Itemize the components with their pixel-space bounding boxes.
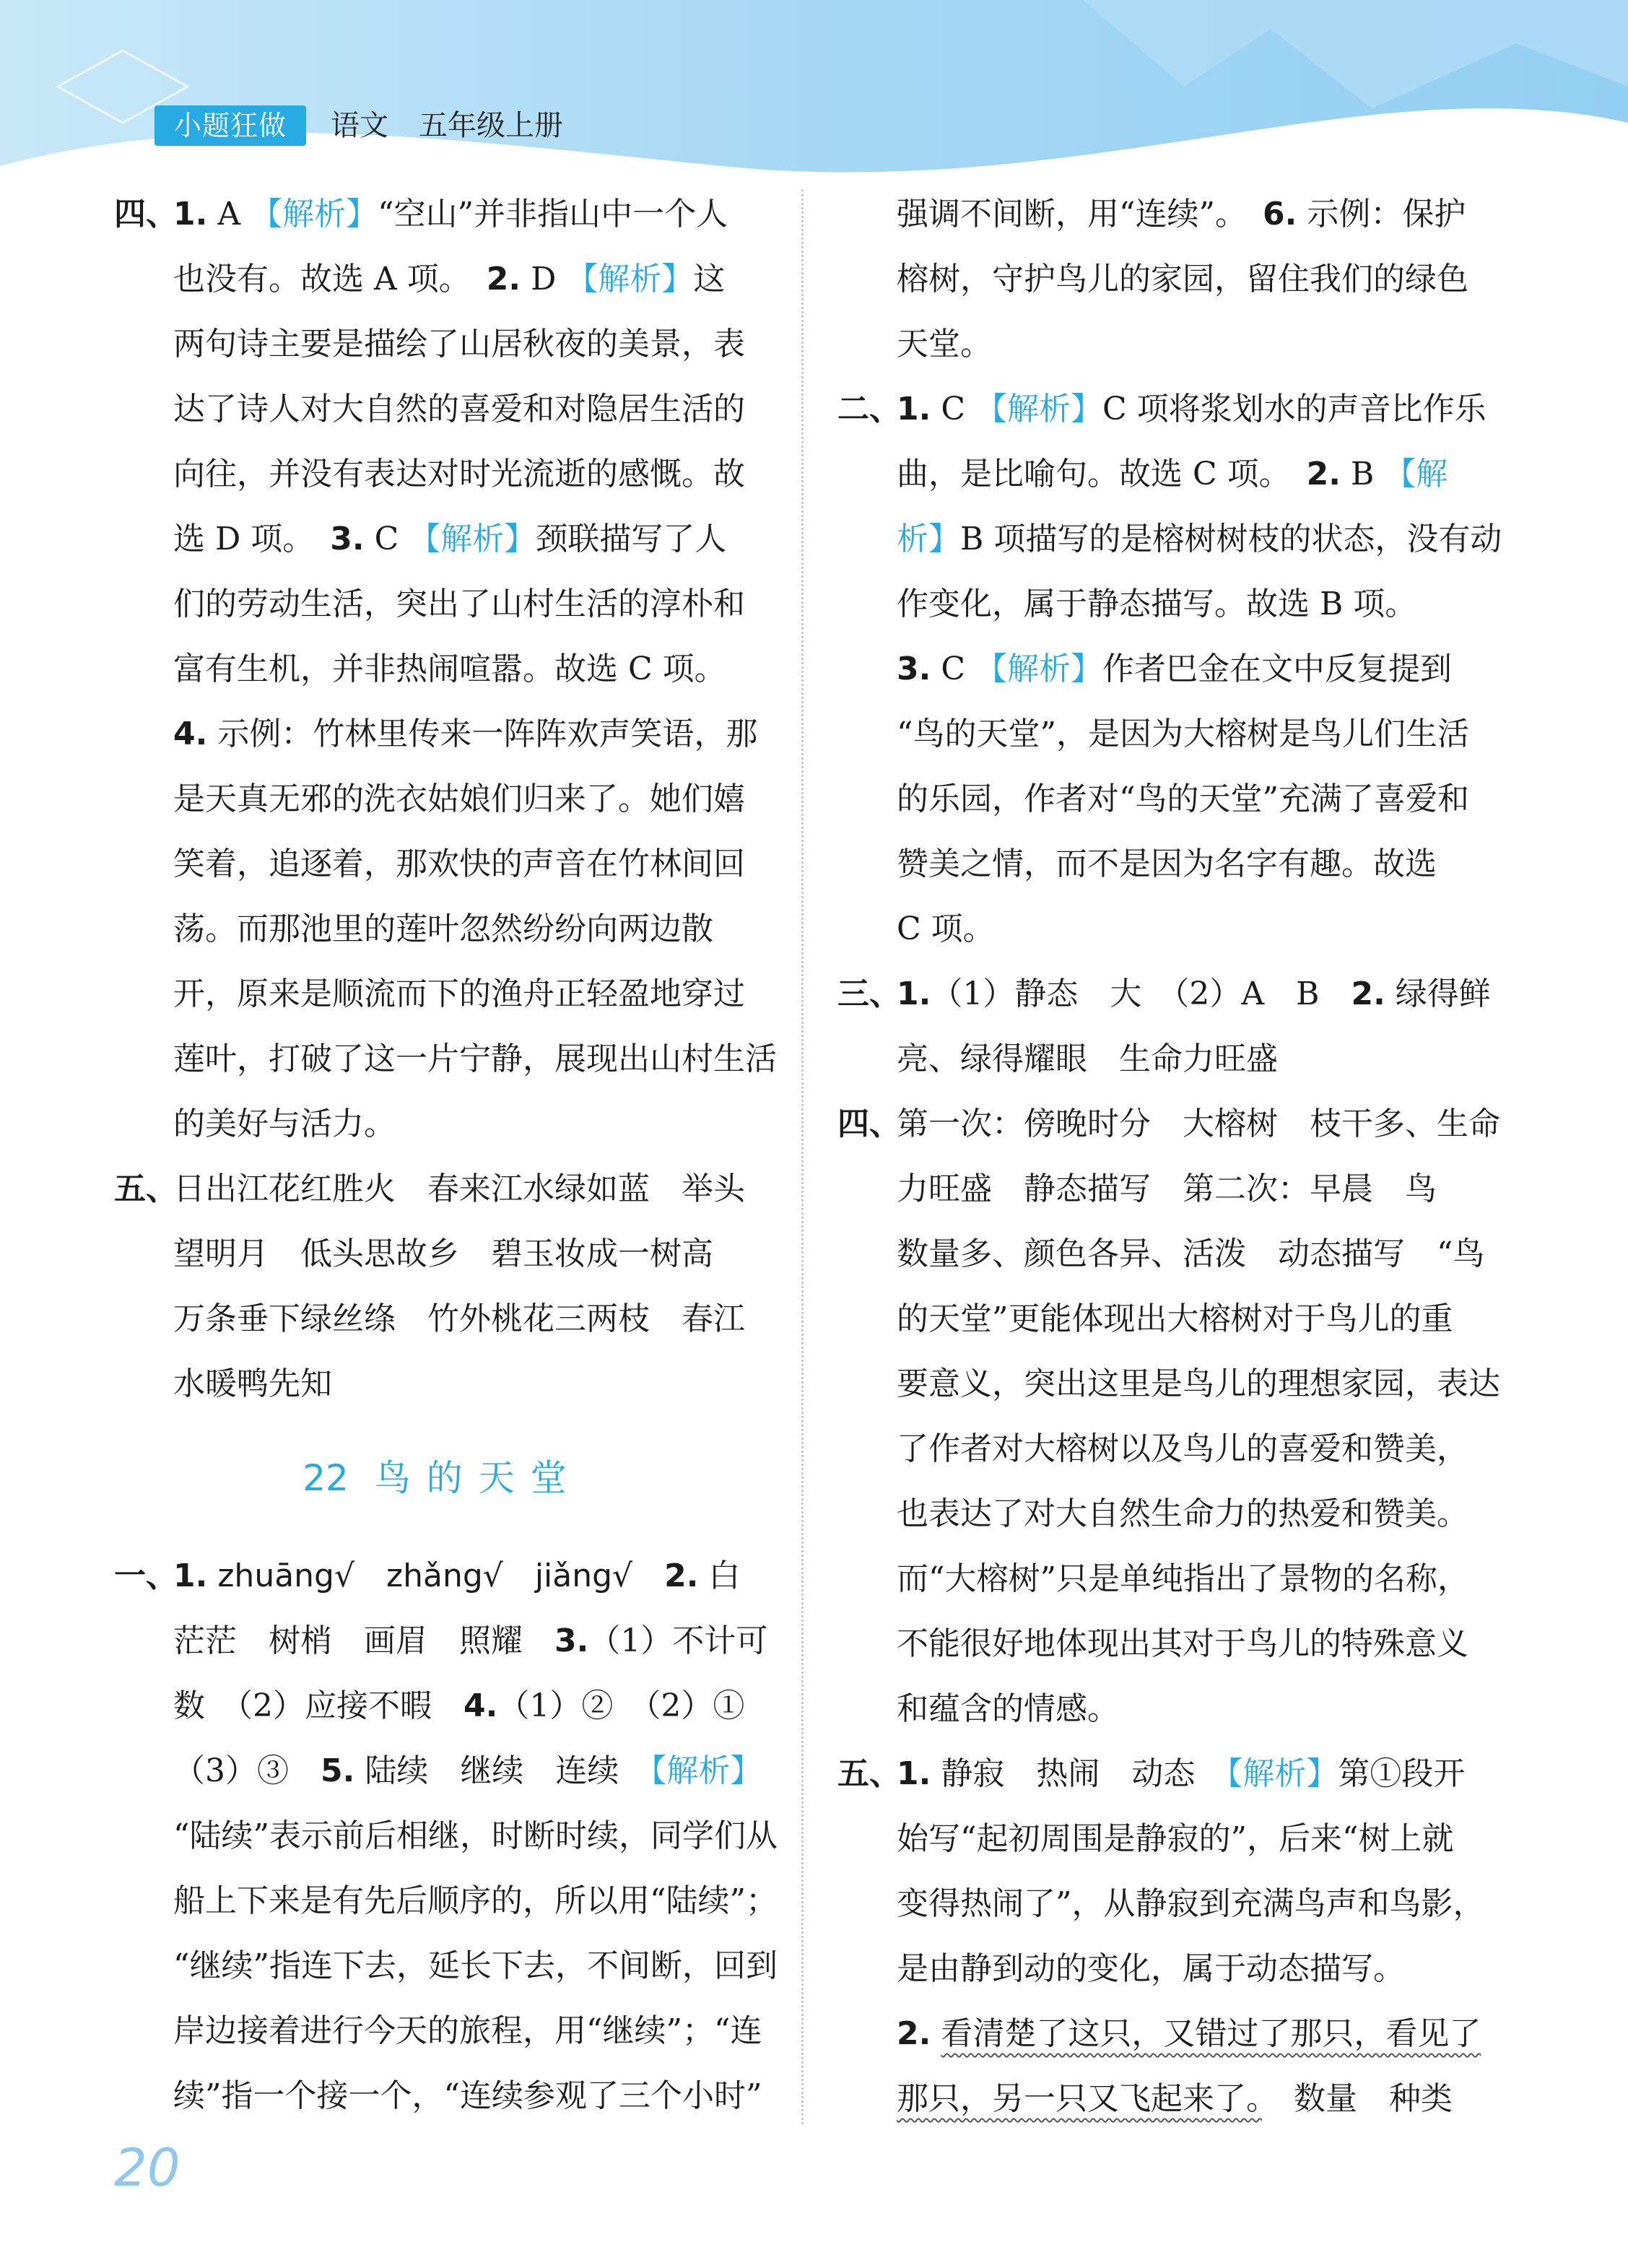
text-line: 曲，是比喻句。故选 C 项。 2. B 【解 xyxy=(897,456,1448,492)
text-line: 的乐园，作者对“鸟的天堂”充满了喜爱和 xyxy=(897,781,1469,817)
right-section-3 xyxy=(837,962,1494,1092)
lesson-number: 22 xyxy=(302,1457,349,1499)
right-section-5 xyxy=(837,1742,1494,2132)
analysis-tag: 【解析】 xyxy=(975,651,1102,687)
text-line: 水暖鸭先知 xyxy=(173,1365,332,1402)
wavy-underlined-answer: 那只，另一只又飞起来了。 xyxy=(897,2080,1262,2117)
section-label: 四、 xyxy=(114,196,178,233)
text-line: 选 D 项。 3. C 【解析】颈联描写了人 xyxy=(173,521,727,557)
text-line: 富有生机，并非热闹喧嚣。故选 C 项。 xyxy=(173,651,726,687)
text-line: 析】B 项描写的是榕树树枝的状态，没有动 xyxy=(897,521,1502,557)
text-line: 两句诗主要是描绘了山居秋夜的美景，表 xyxy=(173,326,745,362)
text-line: 亮、绿得耀眼 生命力旺盛 xyxy=(897,1040,1278,1077)
text-line: 3. C 【解析】作者巴金在文中反复提到 xyxy=(897,651,1452,687)
text-line: 向往，并没有表达对时光流逝的感慨。故 xyxy=(173,456,745,492)
text-line: 的美好与活力。 xyxy=(173,1105,396,1142)
text-line: 不能很好地体现出其对于鸟儿的特殊意义 xyxy=(897,1625,1468,1662)
section-label: 四、 xyxy=(837,1105,901,1142)
text-line: 笑着，追逐着，那欢快的声音在竹林间回 xyxy=(173,846,745,882)
text-line: 变得热闹了”，从静寂到充满鸟声和鸟影， xyxy=(897,1885,1485,1922)
left-column-lower xyxy=(114,1544,778,2129)
text-line: 达了诗人对大自然的喜爱和对隐居生活的 xyxy=(173,391,745,427)
text-line: 也表达了对大自然生命力的热爱和赞美。 xyxy=(897,1495,1468,1532)
text-line: 力旺盛 静态描写 第二次：早晨 鸟 xyxy=(897,1170,1437,1207)
left-column xyxy=(114,182,777,1417)
text-line: （3）③ 5. 陆续 继续 连续 【解析】 xyxy=(173,1752,762,1789)
left-section-1 xyxy=(114,1544,778,2129)
lesson-heading xyxy=(114,1446,771,1511)
left-section-5 xyxy=(114,1157,771,1417)
text-line: 望明月 低头思故乡 碧玉妆成一树高 xyxy=(173,1235,713,1272)
text-line: 赞美之情，而不是因为名字有趣。故选 xyxy=(897,846,1437,882)
text-line: 数 （2）应接不暇 4.（1）② （2）① xyxy=(173,1687,745,1724)
text-line: 数量多、颜色各异、活泼 动态描写 “鸟 xyxy=(897,1235,1485,1272)
text-line: 强调不间断，用“连续”。 6. 示例：保护 xyxy=(897,196,1466,233)
text-line: C 项。 xyxy=(897,911,995,947)
right-section-2 xyxy=(837,377,1502,962)
text-line: 们的劳动生活，突出了山村生活的淳朴和 xyxy=(173,586,745,622)
text-line: 也没有。故选 A 项。 2. D 【解析】这 xyxy=(173,261,726,297)
text-line: “陆续”表示前后相继，时断时续，同学们从 xyxy=(173,1817,778,1854)
section-label: 五、 xyxy=(114,1170,178,1207)
text-line: 那只，另一只又飞起来了。 数量 种类 xyxy=(897,2080,1453,2117)
analysis-tag: 【解析】 xyxy=(1227,1755,1338,1792)
section-label: 三、 xyxy=(837,976,901,1012)
text-line: 要意义，突出这里是鸟儿的理想家园，表达 xyxy=(897,1365,1500,1402)
text-line: 日出江花红胜火 春来江水绿如蓝 举头 xyxy=(173,1170,745,1207)
text-line: 了作者对大榕树以及鸟儿的喜爱和赞美， xyxy=(897,1430,1468,1467)
lesson-title: 鸟的天堂 xyxy=(374,1457,583,1499)
wavy-underlined-answer: 看清楚了这只，又错过了那只，看见了 xyxy=(941,2015,1481,2052)
analysis-tag: 【解析】 xyxy=(650,1752,762,1789)
right-section-4 xyxy=(837,1092,1500,1742)
subject-label: 语文 xyxy=(331,109,388,142)
text-line: 始写“起初周围是静寂的”，后来“树上就 xyxy=(897,1820,1454,1857)
text-line: 岸边接着进行今天的旅程，用“继续”；“连 xyxy=(173,2012,762,2049)
analysis-tag: 【解析】 xyxy=(251,196,378,233)
text-line: 作变化，属于静态描写。故选 B 项。 xyxy=(897,586,1417,622)
text-line: 开，原来是顺流而下的渔舟正轻盈地穿过 xyxy=(173,976,745,1012)
text-line: 1. C 【解析】C 项将浆划水的声音比作乐 xyxy=(897,391,1486,427)
analysis-tag: 【解 xyxy=(1384,456,1448,492)
text-line: 1. A 【解析】“空山”并非指山中一个人 xyxy=(173,196,728,233)
text-line: 2. 看清楚了这只，又错过了那只，看见了 xyxy=(897,2015,1481,2052)
column-divider xyxy=(801,189,804,2124)
analysis-tag: 析】 xyxy=(897,521,960,557)
text-line: 4. 示例：竹林里传来一阵阵欢声笑语，那 xyxy=(173,716,758,752)
analysis-tag: 【解析】 xyxy=(566,261,694,297)
left-section-4 xyxy=(114,182,777,1157)
text-line: 和蕴含的情感。 xyxy=(897,1690,1119,1727)
text-line: 茫茫 树梢 画眉 照耀 3.（1）不计可 xyxy=(173,1622,768,1659)
series-tag: 小题狂做 xyxy=(154,105,306,146)
analysis-tag: 【解析】 xyxy=(975,391,1102,427)
text-line: 1. zhuāng√ zhǎng√ jiǎng√ 2. 白 xyxy=(173,1557,741,1594)
text-line: 莲叶，打破了这一片宁静，展现出山村生活 xyxy=(173,1040,777,1077)
text-line: 是天真无邪的洗衣姑娘们归来了。她们嬉 xyxy=(173,781,745,817)
text-line: 1. 静寂 热闹 动态 【解析】第①段开 xyxy=(897,1755,1466,1792)
section-label: 二、 xyxy=(837,391,901,427)
text-line: 是由静到动的变化，属于动态描写。 xyxy=(897,1950,1405,1987)
page-number: 20 xyxy=(114,2137,180,2198)
text-line: 榕树，守护鸟儿的家园，留住我们的绿色 xyxy=(897,261,1468,297)
text-line: 续”指一个接一个，“连续参观了三个小时” xyxy=(173,2077,762,2114)
section-label: 一、 xyxy=(114,1557,178,1594)
text-line: “继续”指连下去，延长下去，不间断，回到 xyxy=(173,1947,778,1984)
text-line: “鸟的天堂”，是因为大榕树是鸟儿们生活 xyxy=(897,716,1469,752)
section-label: 五、 xyxy=(837,1755,901,1792)
grade-label: 五年级上册 xyxy=(419,109,563,142)
text-line: 天堂。 xyxy=(897,326,992,362)
text-line: 船上下来是有先后顺序的，所以用“陆续”； xyxy=(173,1882,778,1919)
text-line: 1.（1）静态 大 （2）A B 2. 绿得鲜 xyxy=(897,976,1491,1012)
analysis-tag: 【解析】 xyxy=(409,521,536,557)
text-line: 而“大榕树”只是单纯指出了景物的名称， xyxy=(897,1560,1469,1597)
text-line: 的天堂”更能体现出大榕树对于鸟儿的重 xyxy=(897,1300,1453,1337)
right-column xyxy=(837,182,1502,2132)
text-line: 万条垂下绿丝绦 竹外桃花三两枝 春江 xyxy=(173,1300,745,1337)
text-line: 第一次：傍晚时分 大榕树 枝干多、生命 xyxy=(897,1105,1500,1142)
text-line: 荡。而那池里的莲叶忽然纷纷向两边散 xyxy=(173,911,713,947)
